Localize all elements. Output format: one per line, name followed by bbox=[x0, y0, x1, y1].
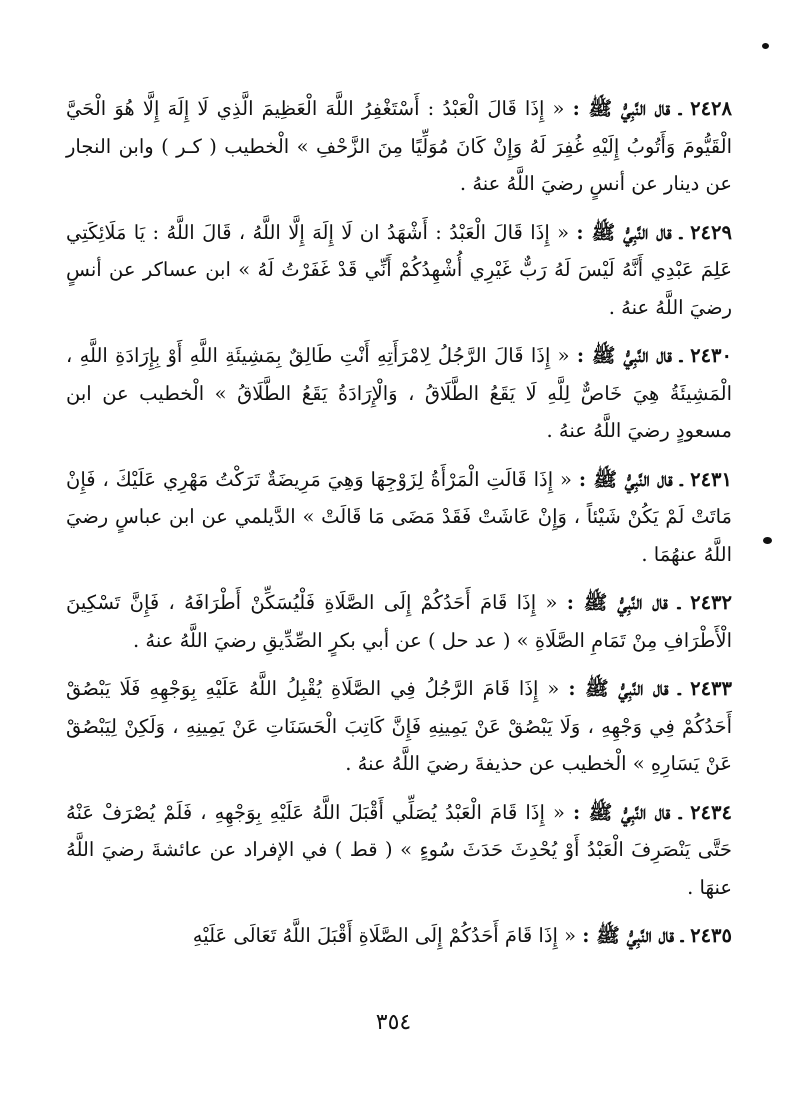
scan-speck-top-right bbox=[762, 43, 769, 49]
hadith-body: « إِذَا قَامَ الْعَبْدُ يُصَلِّي أَقْبَلَ اللَّهُ عَلَيْهِ بِوَجْهِهِ ، فَلَمْ يُصْرَفْ عَنْهُ حَتَّى يَنْصَرِفَ الْعَبْدُ أَوْ يُحْدِثَ حَدَثَ سُوءٍ » ( قط ) في الإفراد عن عائشةَ رضيَ اللَّهُ عنهَا . bbox=[66, 800, 732, 899]
hadith-body: « إِذَا قَالَتِ الْمَرْأَةُ لِزَوْجِهَا وَهِيَ مَرِيضَةٌ تَرَكْتُ مَهْرِي عَلَيْكَ ، فَإِنْ مَاتَتْ لَمْ يَكُنْ شَيْئاً ، وَإِنْ عَاشَتْ فَقَدْ مَضَى مَا قَالَتْ » الدَّيلمي عن ابن عباسٍ رضيَ اللَّهُ عنهُمَا . bbox=[66, 467, 732, 566]
hadith-heading: ٢٤٣٤ ـ قال النَّبِيُّ ﷺ : bbox=[572, 800, 732, 824]
hadith-entry-2433 bbox=[66, 670, 732, 783]
hadith-body: « إِذَا قَامَ الرَّجُلُ فِي الصَّلَاةِ يُقْبِلُ اللَّهُ عَلَيْهِ بِوَجْهِهِ فَلَا يَبْصُقْ أَحَدُكُمْ فِي وَجْهِهِ ، وَلَا يَبْصُقْ عَنْ يَمِينِهِ فَإِنَّ كَاتِبَ الْحَسَنَاتِ عَنْ يَمِينِهِ ، وَلَكِنْ لِيَبْصُقْ عَنْ يَسَارِهِ » الْخطيب عن حذيفةَ رضيَ اللَّهُ عنهُ . bbox=[66, 677, 732, 775]
hadith-body: « إِذَا قَامَ أَحَدُكُمْ إِلَى الصَّلَاةِ فَلْيُسَكِّنْ أَطْرَافَهُ ، فَإِنَّ تَسْكِينَ الْأَطْرَافِ مِنْ تَمَامِ الصَّلَاةِ » ( عد حل ) عن أبي بكرٍ الصِّدِّيقِ رضيَ اللَّهُ عنهُ . bbox=[66, 591, 732, 652]
hadith-body: « إِذَا قَالَ الْعَبْدُ : أَسْتَغْفِرُ اللَّهَ الْعَظِيمَ الَّذِي لَا إِلَهَ إِلَّا هُوَ الْحَيَّ الْقَيُّومَ وَأَتُوبُ إِلَيْهِ غُفِرَ لَهُ وَإِنْ كَانَ مُوَلِّيًا مِنَ الزَّحْفِ » الْخطيب ( كـر ) وابن النجار عن دينار عن أنسٍ رضيَ اللَّهُ عنهُ . bbox=[66, 97, 732, 195]
hadith-body: « إِذَا قَالَ الرَّجُلُ لِامْرَأَتِهِ أَنْتِ طَالِقٌ بِمَشِيئَةِ اللَّهِ أَوْ بِإِرَادَةِ اللَّهِ ، الْمَشِيئَةُ هِيَ خَاصٌّ لِلَّهِ لَا يَقَعُ الطَّلَاقُ ، وَالْإِرَادَةُ يَقَعُ الطَّلَاقُ » الْخطيب عن ابن مسعودٍ رضيَ اللَّهُ عنهُ . bbox=[66, 344, 732, 442]
hadith-heading: ٢٤٣١ ـ قال النَّبِيُّ ﷺ : bbox=[578, 467, 732, 491]
hadith-entry-2431 bbox=[66, 461, 732, 574]
hadith-heading: ٢٤٢٨ ـ قال النَّبِيُّ ﷺ : bbox=[572, 97, 732, 120]
hadith-entry-2434 bbox=[66, 794, 732, 907]
hadith-heading: ٢٤٣٣ ـ قال النَّبِيُّ ﷺ : bbox=[568, 677, 732, 700]
hadith-body: « إِذَا قَالَ الْعَبْدُ : أَشْهَدُ ان لَا إِلَهَ إِلَّا اللَّهُ ، قَالَ اللَّهُ : يَا مَلَائِكَتِي عَلِمَ عَبْدِي أَنَّهُ لَيْسَ لَهُ رَبٌّ غَيْرِي أُشْهِدُكُمْ أَنِّي قَدْ غَفَرْتُ لَهُ » ابن عساكر عن أنسٍ رضيَ اللَّهُ عنهُ . bbox=[66, 220, 732, 319]
hadith-entry-2435 bbox=[66, 917, 732, 955]
hadith-entry-2429 bbox=[66, 214, 732, 327]
hadith-heading: ٢٤٢٩ ـ قال النَّبِيُّ ﷺ : bbox=[576, 220, 732, 244]
hadith-entry-2428 bbox=[66, 90, 732, 203]
hadith-text-block bbox=[66, 90, 732, 966]
hadith-entry-2430 bbox=[66, 337, 732, 450]
hadith-entry-2432 bbox=[66, 584, 732, 659]
page-number: ٣٥٤ bbox=[375, 1010, 412, 1035]
hadith-heading: ٢٤٣٠ ـ قال النَّبِيُّ ﷺ : bbox=[576, 344, 732, 367]
hadith-body: « إِذَا قَامَ أَحَدُكُمْ إِلَى الصَّلَاةِ أَقْبَلَ اللَّهُ تَعَالَى عَلَيْهِ bbox=[192, 924, 583, 947]
hadith-heading: ٢٤٣٢ ـ قال النَّبِيُّ ﷺ : bbox=[566, 591, 732, 614]
hadith-heading: ٢٤٣٥ ـ قال النَّبِيُّ ﷺ : bbox=[582, 924, 732, 947]
scan-speck-middle-left bbox=[763, 537, 772, 544]
